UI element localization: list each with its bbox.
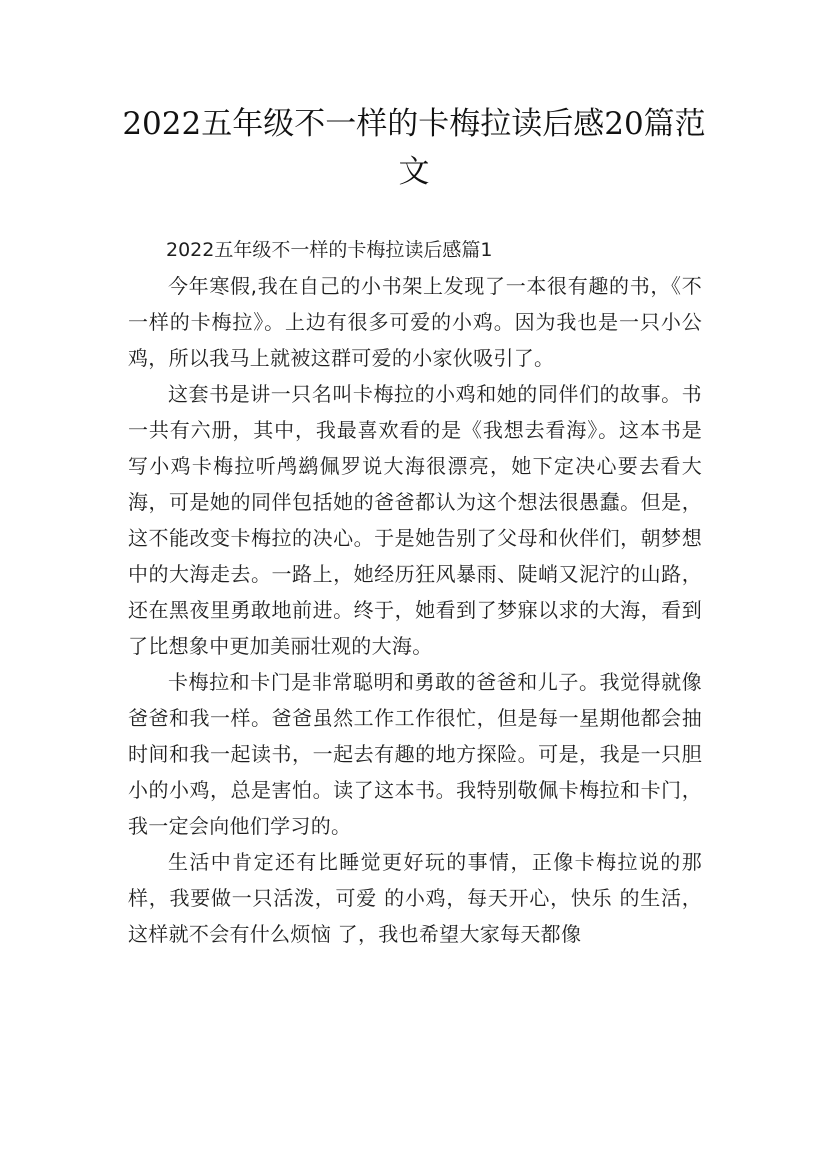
document-body: [128, 232, 702, 952]
paragraph-3: 卡梅拉和卡门是非常聪明和勇敢的爸爸和儿子。我觉得就像爸爸和我一样。爸爸虽然工作工作很忙，但是每一星期他都会抽时间和我一起读书，一起去有趣的地方探险。可是，我是一只胆小的小鸡，总是害怕。读了这本书。我特别敬佩卡梅拉和卡门，我一定会向他们学习的。: [128, 670, 702, 838]
paragraph-2: 这套书是讲一只名叫卡梅拉的小鸡和她的同伴们的故事。书一共有六册，其中，我最喜欢看的是《我想去看海》。这本书是写小鸡卡梅拉听鸬鹚佩罗说大海很漂亮，她下定决心要去看大海，可是她的同伴包括她的爸爸都认为这个想法很愚蠢。但是，这不能改变卡梅拉的决心。于是她告别了父母和伙伴们，朝梦想中的大海走去。一路上，她经历狂风暴雨、陡峭又泥泞的山路，还在黑夜里勇敢地前进。终于，她看到了梦寐以求的大海，看到了比想象中更加美丽壮观的大海。: [128, 382, 702, 658]
paragraph-1: 今年寒假,我在自己的小书架上发现了一本很有趣的书，《不一样的卡梅拉》。上边有很多可爱的小鸡。因为我也是一只小公鸡，所以我马上就被这群可爱的小家伙吸引了。: [128, 274, 702, 370]
section-heading: 2022五年级不一样的卡梅拉读后感篇1: [166, 239, 493, 261]
paragraph-4: 生活中肯定还有比睡觉更好玩的事情，正像卡梅拉说的那样，我要做一只活泼，可爱 的小鸡，每天开心，快乐 的生活，这样就不会有什么烦恼 了，我也希望大家每天都像: [128, 850, 702, 946]
document-title: 2022五年级不一样的卡梅拉读后感20篇范文: [122, 106, 706, 190]
